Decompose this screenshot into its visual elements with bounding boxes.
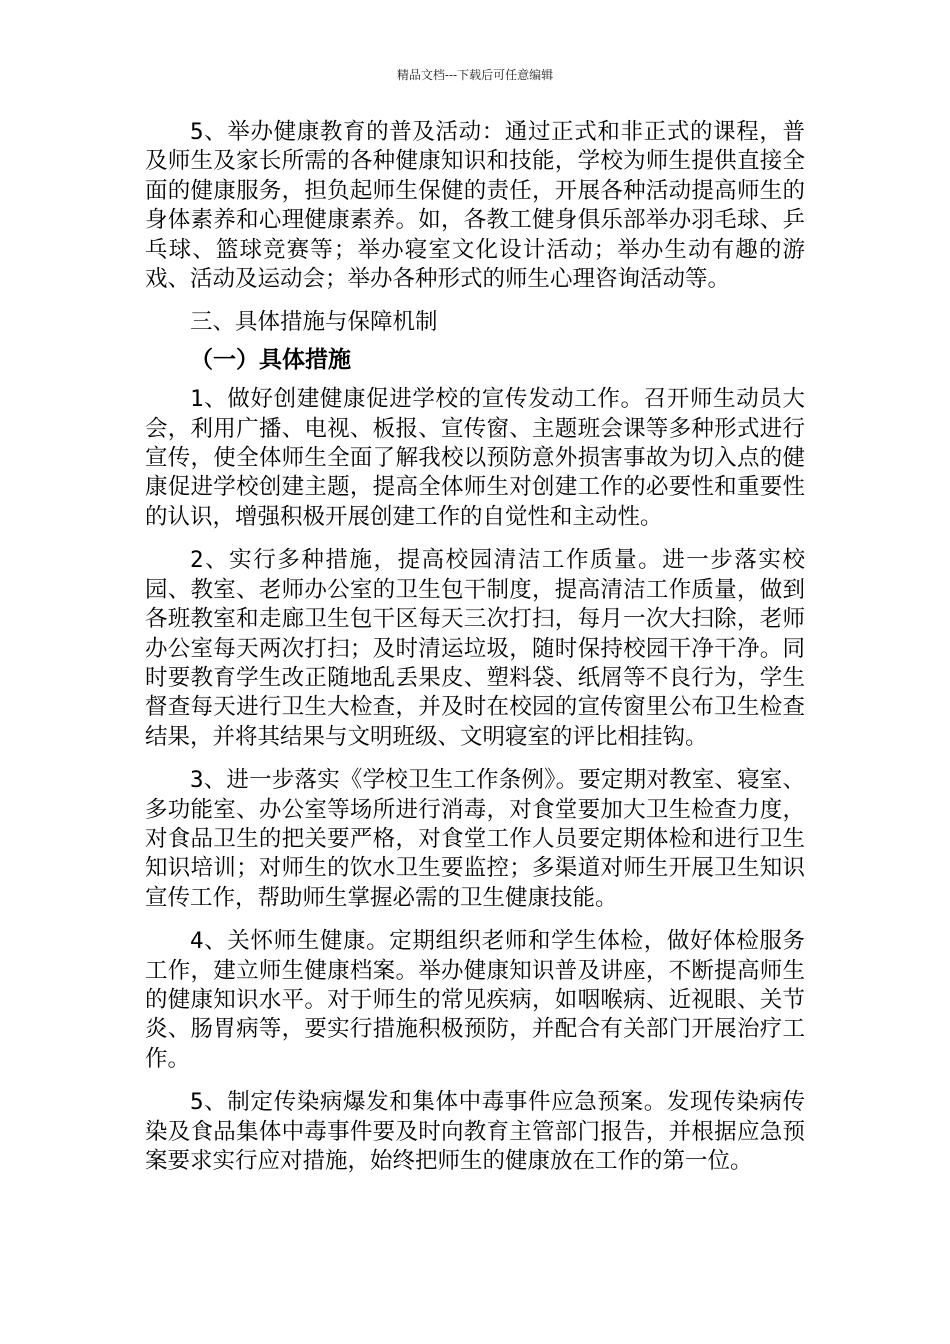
measure-paragraph-2: 2、实行多种措施，提高校园清洁工作质量。进一步落实校园、教室、老师办公室的卫生包干制度，提高清洁工作质量，做到各班教室和走廊卫生包干区每天三次打扫，每月一次大扫除，老师办公室每天两次打扫；及时清运垃圾，随时保持校园干净干净。同时要教育学生改正随地乱丢果皮、塑料袋、纸屑等不良行为，学生督查每天进行卫生大检查，并及时在校园的宣传窗里公布卫生检查结果，并将其结果与文明班级、文明寝室的评比相挂钩。 [145, 547, 805, 750]
measure-paragraph-3: 3、进一步落实《学校卫生工作条例》。要定期对教室、寝室、多功能室、办公室等场所进行消毒，对食堂要加大卫生检查力度，对食品卫生的把关要严格，对食堂工作人员要定期体检和进行卫生知识培训；对师生的饮水卫生要监控；多渠道对师生开展卫生知识宣传工作，帮助师生掌握必需的卫生健康技能。 [145, 767, 805, 911]
measure-paragraph-4: 4、关怀师生健康。定期组织老师和学生体检，做好体检服务工作，建立师生健康档案。举办健康知识普及讲座，不断提高师生的健康知识水平。对于师生的常见疾病，如咽喉病、近视眼、关节炎、肠胃病等，要实行措施积极预防，并配合有关部门开展治疗工作。 [145, 928, 805, 1072]
document-body [145, 118, 805, 1176]
measure-paragraph-5: 5、制定传染病爆发和集体中毒事件应急预案。发现传染病传染及食品集体中毒事件要及时向教育主管部门报告，并根据应急预案要求实行应对措施，始终把师生的健康放在工作的第一位。 [145, 1089, 805, 1174]
subsection-heading: （一）具体措施 [190, 346, 351, 373]
page-header: 精品文档---下载后可任意编辑 [396, 68, 554, 82]
paragraph-activity-5: 5、举办健康教育的普及活动：通过正式和非正式的课程，普及师生及家长所需的各种健康知识和技能，学校为师生提供直接全面的健康服务，担负起师生保健的责任，开展各种活动提高师生的身体素养和心理健康素养。如，各教工健身俱乐部举办羽毛球、乒乓球、篮球竞赛等；举办寝室文化设计活动；举办生动有趣的游戏、活动及运动会；举办各种形式的师生心理咨询活动等。 [145, 119, 805, 293]
section-heading: 三、具体措施与保障机制 [190, 309, 438, 336]
measure-paragraph-1: 1、做好创建健康促进学校的宣传发动工作。召开师生动员大会，利用广播、电视、板报、宣传窗、主题班会课等多种形式进行宣传，使全体师生全面了解我校以预防意外损害事故为切入点的健康促进学校创建主题，提高全体师生对创建工作的必要性和重要性的认识，增强积极开展创建工作的自觉性和主动性。 [145, 386, 805, 530]
